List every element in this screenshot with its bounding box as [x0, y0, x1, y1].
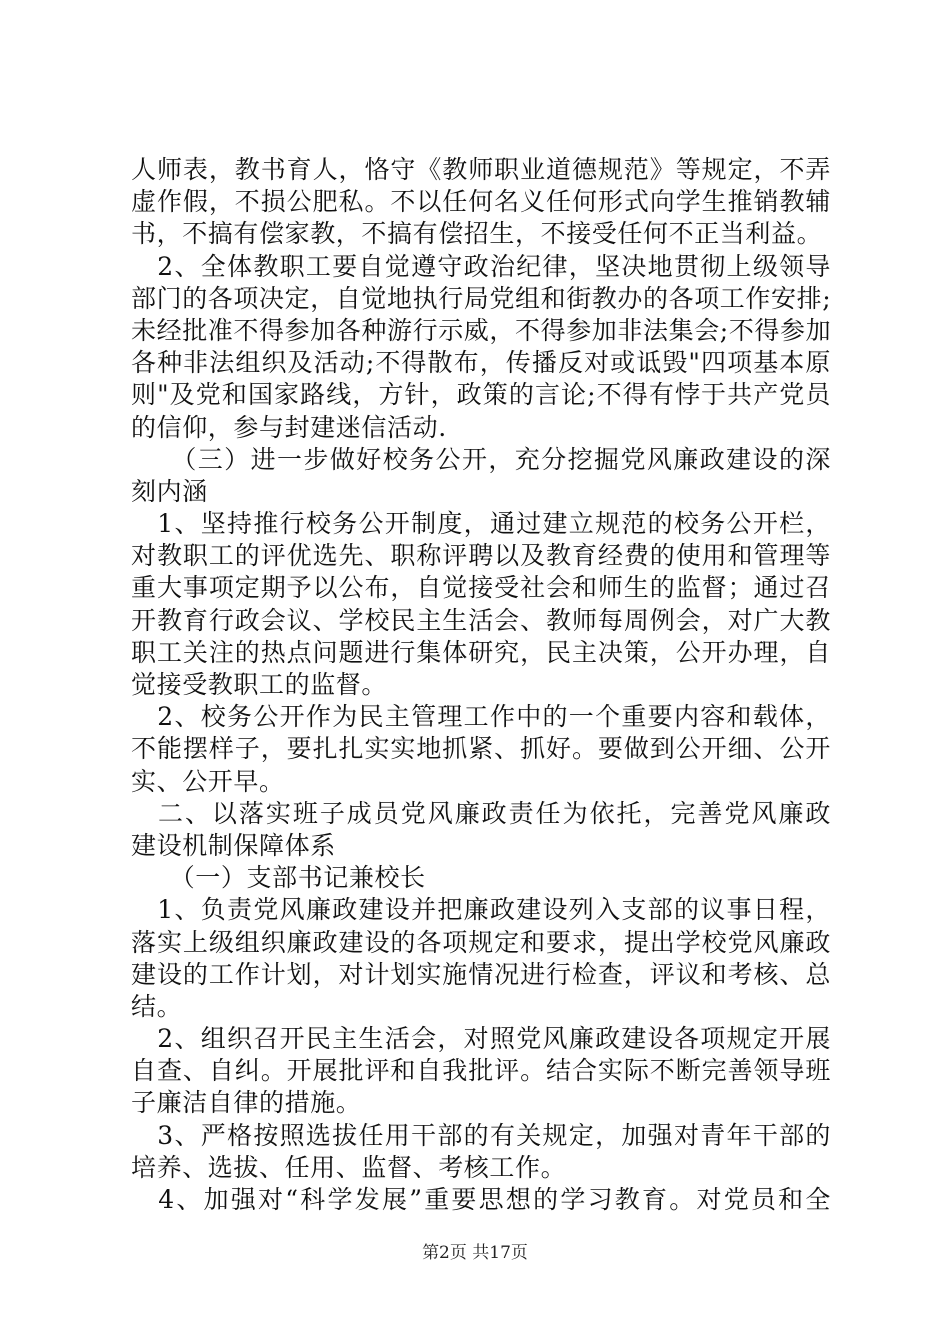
text-line: 对教职工的评优选先、职称评聘以及教育经费的使用和管理等 [131, 541, 831, 571]
text-line: 结。 [131, 991, 183, 1021]
text-line: 落实上级组织廉政建设的各项规定和要求，提出学校党风廉政 [131, 927, 831, 957]
text-line: 建设的工作计划，对计划实施情况进行检查，评议和考核、总 [131, 959, 831, 989]
text-line: 实、公开早。 [131, 766, 285, 796]
text-line: 虚作假，不损公肥私。不以任何名义任何形式向学生推销教辅 [131, 187, 831, 217]
text-line: 开教育行政会议、学校民主生活会、教师每周例会，对广大教 [131, 605, 831, 635]
text-line: 2、校务公开作为民主管理工作中的一个重要内容和载体， [131, 702, 831, 732]
section-heading: 建设机制保障体系 [131, 830, 336, 860]
section-heading: 二、以落实班子成员党风廉政责任为依托，完善党风廉政 [131, 798, 831, 828]
text-line: 的信仰，参与封建迷信活动. [131, 412, 447, 442]
text-line: 书，不搞有偿家教，不搞有偿招生，不接受任何不正当利益。 [131, 219, 823, 249]
subsection-heading: （一）支部书记兼校长 [131, 863, 426, 893]
text-line: 自查、自纠。开展批评和自我批评。结合实际不断完善领导班 [131, 1056, 831, 1086]
page-footer: 第2页 共17页 [422, 1243, 528, 1263]
text-line: 2、全体教职工要自觉遵守政治纪律，坚决地贯彻上级领导 [131, 251, 831, 281]
text-line: 不能摆样子，要扎扎实实地抓紧、抓好。要做到公开细、公开 [131, 734, 831, 764]
text-line: 1、负责党风廉政建设并把廉政建设列入支部的议事日程， [131, 895, 831, 925]
text-line: 培养、选拔、任用、监督、考核工作。 [131, 1152, 567, 1182]
text-line: 各种非法组织及活动;不得散布，传播反对或诋毁"四项基本原 [131, 348, 831, 378]
section-heading: （三）进一步做好校务公开，充分挖掘党风廉政建设的深 [131, 444, 831, 474]
text-line: 4、加强对“科学发展”重要思想的学习教育。对党员和全 [131, 1185, 831, 1214]
text-line: 人师表，教书育人，恪守《教师职业道德规范》等规定，不弄 [131, 155, 831, 184]
text-line: 2、组织召开民主生活会，对照党风廉政建设各项规定开展 [131, 1024, 831, 1054]
text-line: 未经批准不得参加各种游行示威，不得参加非法集会;不得参加 [131, 315, 832, 345]
text-line: 则"及党和国家路线，方针，政策的言论;不得有悖于共产党员 [131, 380, 831, 410]
text-line: 3、严格按照选拔任用干部的有关规定，加强对青年干部的 [131, 1120, 831, 1150]
text-line: 觉接受教职工的监督。 [131, 670, 388, 699]
text-line: 1、坚持推行校务公开制度，通过建立规范的校务公开栏， [131, 509, 831, 539]
section-heading: 刻内涵 [131, 476, 208, 506]
text-line: 子廉洁自律的措施。 [131, 1088, 362, 1118]
document-body [131, 154, 831, 1216]
text-line: 职工关注的热点问题进行集体研究，民主决策，公开办理，自 [131, 637, 831, 667]
text-line: 部门的各项决定，自觉地执行局党组和街教办的各项工作安排; [131, 283, 832, 313]
text-line: 重大事项定期予以公布，自觉接受社会和师生的监督；通过召 [131, 573, 831, 603]
